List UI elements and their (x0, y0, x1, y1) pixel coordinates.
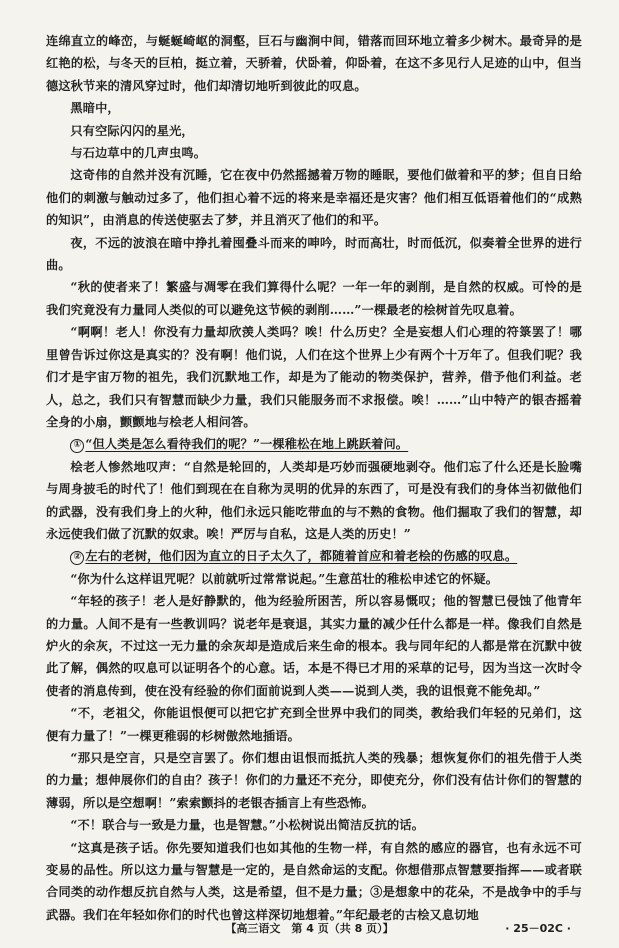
paragraph-final: “这真是孩子话。你先要知道我们也如其他的生物一样，有自然的感应的器官，也有永远不可变易的品性。所以这力量与智慧是一定的，是自然命运的支配。你想借那点智慧要指挥——或者联合同类的动作想反抗自然与人类，这是希望，但不是力量；③是想象中的花朵，不是战争中的手与武器。我们在年轻如你们的时代也曾这样深切地想着。”年纪最老的古桧又息切地 (46, 840, 582, 922)
paragraph-nature: 这奇伟的自然并没有沉睡，它在夜中仍然摇撼着万物的睡眠，要他们做着和平的梦；但自日给他们的刺激与触动过多了，他们担心着不远的将来是幸福还是灾害？他们相互低语着他们的“成熟的知识”，由消息的传送使驱去了梦，并且消灭了他们的和平。 (46, 168, 582, 228)
marker-circle-2: ② (70, 551, 84, 565)
paragraph-pine-doubt: “你为什么这样诅咒呢？以前就听过常常说起。”生意茁壮的稚松申述它的怀疑。 (70, 571, 499, 586)
paragraph-ginkgo-reply: “啊啊！老人！你没有力量却欣羡人类吗？唉！什么历史？全是妄想人们心理的符箓罢了！哪里曾告诉过你这是真实的？没有啊！他们说，人们在这个世界上少有两个十万年了。但我们呢？我们才是宇宙万物的祖先，我们沉默地工作，却是为了能动的物类保护，营养，借予他们利益。老人，总之，我们只有智慧而缺少力量，我们只能服务而不求报偿。唉！……”山中特产的银杏摇着全身的小扇，颤颤地与桧老人相问答。 (46, 325, 582, 429)
paragraph-insects: 与石边草中的几声虫鸣。 (70, 146, 207, 161)
page-footer (0, 918, 619, 940)
footer-page-label: 【高三语文 第 4 页（共 8 页）】 (225, 922, 394, 935)
underlined-sentence-1: “但人类是怎么看待我们的呢？”一棵稚松在地上跳跃着问。 (85, 437, 409, 452)
paragraph-fir-retort: “不，老祖父，你能诅恨便可以把它扩充到全世界中我们的同类，教给我们年轻的兄弟们，这便有力量了！”一棵更稚弱的杉树傲然地插语。 (46, 706, 582, 743)
paragraph-dark: 黑暗中， (70, 101, 120, 116)
paragraph-juniper-sigh: “秋的使者来了！繁盛与凋零在我们算得什么呢？一年一年的剥削，是自然的权威。可怜的是我们究竟没有力量同人类似的可以避免这节候的剥削……”一棵最老的桧树首先叹息着。 (46, 280, 582, 317)
paragraph-ginkgo-warning: “那只是空言，只是空言罢了。你们想由诅恨而抵抗人类的残暴；想恢复你们的祖先借于人类的力量；想伸展你们的自由？孩子！你们的力量还不充分，即使充分，你们没有估计你们的智慧的薄弱，所以是空想啊！”索索颤抖的老银杏插言上有些恐怖。 (46, 751, 582, 810)
marker-circle-1: ① (70, 439, 84, 453)
paragraph-intro: 连绵直立的峰峦，与蜒蜒崎岖的洞壑，巨石与幽涧中间，错落而回环地立着多少树木。最奇异的是红艳的松，与冬天的巨柏，挺立着，天骄着，伏卧着，仰卧着，在这不多见行人足迹的山中，但当德这秋节来的清风穿过时，他们却清切地听到彼此的叹息。 (46, 34, 582, 93)
underlined-sentence-2: 左右的老树，他们因为直立的日子太久了，都随着首应和着老桧的伤感的叹息。 (85, 549, 518, 564)
paragraph-elder-speech: “年轻的孩子！老人是好静默的，他为经验所困苦，所以容易慨叹；他的智慧已侵蚀了他青年的力量。人间不是有一些教训吗？说老年是衰退，其实力量的减少任什么都是一样。像我们自然是炉火的余灰，不过这一无力量的余灰却是造成后来生命的根本。我与同年纪的人都是常在沉默中彼此了解，偶然的叹息可以证明各个的心意。话，本是不得已才用的采草的记号，因为当这一次时令使者的消息传到，使在没有经验的你们面前说到人类——说到人类，我的诅恨竟不能免却。” (46, 594, 582, 698)
paragraph-stars: 只有空际闪闪的星光， (70, 123, 194, 138)
paragraph-pine-unity: “不！联合与一致是力量，也是智慧。”小松树说出简洁反抗的话。 (70, 818, 425, 833)
paragraph-marked-2 (46, 545, 582, 567)
paragraph-night: 夜，不远的波浪在暗中挣扎着囤叠斗而来的呻吟，时而高壮，时而低沉，似奏着全世界的进行曲。 (46, 235, 582, 273)
paragraph-marked-1 (46, 433, 582, 455)
paragraph-juniper-history: 桧老人惨然地叹声：“自然是轮回的，人类却是巧妙而强硬地剥夺。他们忘了什么还是长脸嘴与周身披毛的时代了！他们到现在在自称为灵明的优异的东西了，可是没有我们的身体当初做他们的武器，没有我们身上的火种，他们永远只能吃带血的与不熟的食物。他们掘取了我们的智慧，却永远使我们做了沉默的奴隶。唉！严厉与自私，这是人类的历史！” (46, 459, 582, 541)
footer-exam-code: · 25－02C · (505, 922, 571, 935)
article-body (46, 30, 582, 926)
